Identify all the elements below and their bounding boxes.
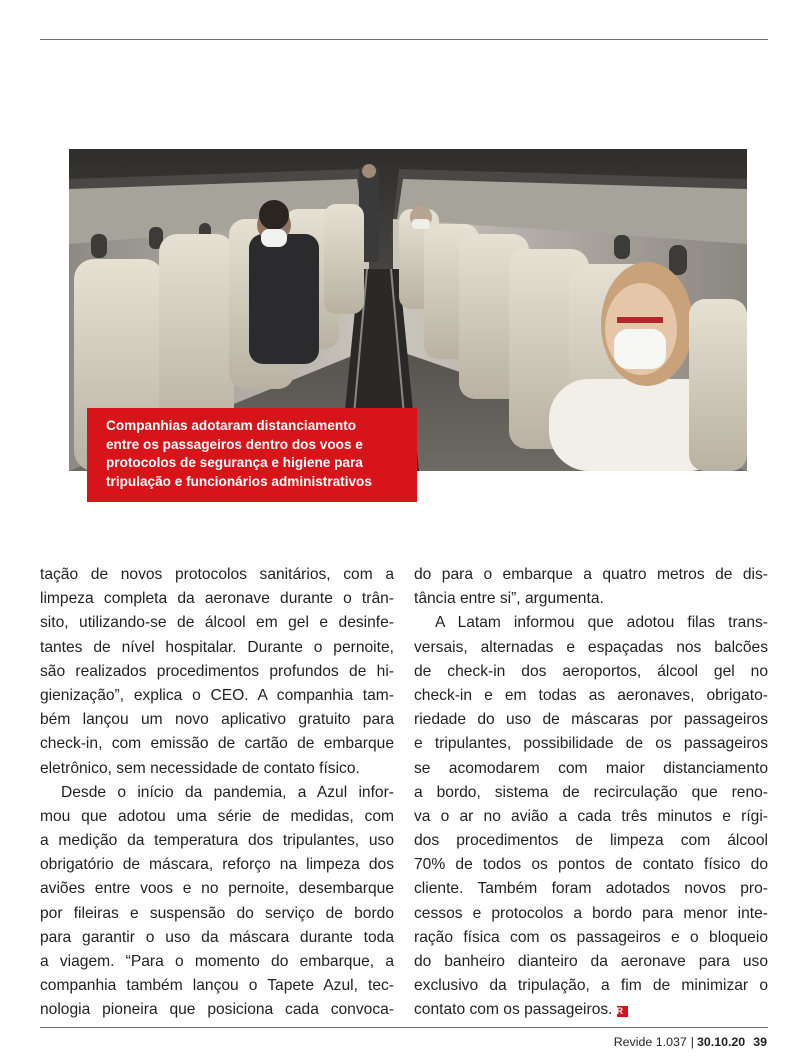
issue-date: 30.10.20 xyxy=(696,1035,746,1049)
article-line: check-in e em todas as aeronaves, obrigato- xyxy=(414,686,768,704)
article-line: obrigatório de máscara, reforço na limpeza dos xyxy=(40,856,394,874)
page-number: 39 xyxy=(753,1035,767,1049)
article-last-line xyxy=(414,998,768,1022)
caption-line: tripulação e funcionários administrativos xyxy=(106,474,372,490)
article-line: de check-in dos aeroportos, álcool gel no xyxy=(414,662,768,680)
article-line: riedade do uso de máscaras por passageiros xyxy=(414,711,768,729)
article-line: bém lançou um novo aplicativo gratuito para xyxy=(40,711,394,729)
article-column-left xyxy=(40,563,394,1023)
article-line: mou que adotou uma série de medidas, com xyxy=(40,807,394,825)
article-line: nologia pioneira que posiciona cada convoca- xyxy=(40,1001,394,1019)
article-line: 70% de todos os pontos de contato físico do xyxy=(414,856,768,874)
article-line: dos procedimentos de limpeza com álcool xyxy=(414,832,768,850)
article-line: ração física com os passageiros e o bloqueio xyxy=(414,928,768,946)
article-line: tância entre si”, argumenta. xyxy=(414,590,604,608)
article-line: são realizados procedimentos profundos de hi- xyxy=(40,662,394,680)
article-line: se acomodarem com maior distanciamento xyxy=(414,759,768,777)
caption-line: entre os passageiros dentro dos voos e xyxy=(106,436,363,452)
article-line: gienização”, explica o CEO. A companhia tam- xyxy=(40,686,394,704)
article-line: va o ar no avião a cada três minutos e rígi- xyxy=(414,807,768,825)
footer-rule xyxy=(40,1027,768,1028)
article-line: e tripulantes, possibilidade de os passageiros xyxy=(414,735,768,753)
article-line: do banheiro dianteiro da aeronave para uso xyxy=(414,953,768,970)
article-line: a medição da temperatura dos tripulantes, uso xyxy=(40,832,394,850)
article-line: cliente. Também foram adotados novos pro- xyxy=(414,880,768,898)
article-line: check-in, com emissão de cartão de embarque xyxy=(40,735,394,753)
article-line: sito, utilizando-se de álcool em gel e desinfe- xyxy=(40,614,394,632)
article-line: tação de novos protocolos sanitários, com a xyxy=(40,566,394,583)
article-line: versais, alternadas e espaçadas nos balcões xyxy=(414,638,768,656)
article-line: cessos e protocolos a bordo para menor inte- xyxy=(414,904,768,922)
caption-line: Companhias adotaram distanciamento xyxy=(106,418,357,433)
caption-line: protocolos de segurança e higiene para xyxy=(106,455,363,471)
article-line: a viagem. “Para o momento do embarque, a xyxy=(40,953,394,970)
page-footer xyxy=(614,1034,767,1050)
article-line: por fileiras e suspensão do serviço de bordo xyxy=(40,904,394,922)
article-line: aviões entre voos e no pernoite, desembarque xyxy=(40,880,394,898)
article-line: a bordo, sistema de recirculação que reno- xyxy=(414,783,768,801)
photo-caption xyxy=(87,408,417,502)
article-line: Desde o início da pandemia, a Azul infor- xyxy=(61,783,394,801)
article-line: tantes de nível hospitalar. Durante o pernoite, xyxy=(40,638,394,656)
article-line: exclusivo da tripulação, a fim de minimizar o xyxy=(414,977,768,995)
article-line: eletrônico, sem necessidade de contato físico. xyxy=(40,759,360,777)
article-line: do para o embarque a quatro metros de dis- xyxy=(414,566,768,583)
magazine-issue: Revide 1.037 xyxy=(613,1035,687,1049)
article-line: limpeza completa da aeronave durante o trân- xyxy=(40,590,394,608)
article-line-text: contato com os passageiros. xyxy=(414,1001,613,1019)
end-of-article-icon: R xyxy=(617,1006,628,1017)
article-column-right xyxy=(414,563,768,1023)
article-line: A Latam informou que adotou filas trans- xyxy=(435,614,768,632)
header-rule xyxy=(40,39,768,40)
footer-separator: | xyxy=(690,1035,694,1049)
article-line: companhia também lançou o Tapete Azul, tec- xyxy=(40,977,394,995)
article-line: para garantir o uso da máscara durante toda xyxy=(40,928,394,946)
